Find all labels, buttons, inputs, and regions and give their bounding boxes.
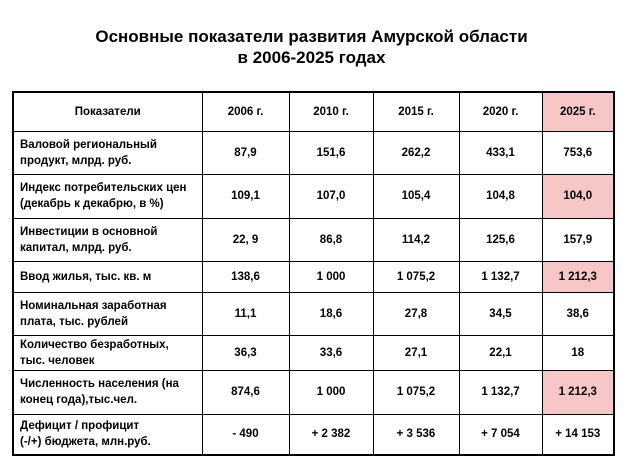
row-label bbox=[13, 218, 202, 261]
row-label bbox=[13, 370, 202, 414]
row-label-line: (декабрь к декабрю, в %) bbox=[20, 198, 164, 210]
column-header-year: 2020 г. bbox=[459, 92, 542, 131]
value-cell: 104,8 bbox=[459, 174, 542, 218]
value-cell: 1 212,3 bbox=[542, 261, 614, 292]
value-cell: 262,2 bbox=[373, 131, 459, 174]
value-cell: 107,0 bbox=[289, 174, 373, 218]
value-cell: 151,6 bbox=[289, 131, 373, 174]
value-cell: 34,5 bbox=[459, 292, 542, 335]
value-cell: 33,6 bbox=[289, 335, 373, 370]
table-row bbox=[13, 218, 614, 261]
value-cell: 27,1 bbox=[373, 335, 459, 370]
value-cell: 105,4 bbox=[373, 174, 459, 218]
column-header-indicator: Показатели bbox=[13, 92, 202, 131]
row-label-line: продукт, млрд. руб. bbox=[20, 154, 132, 167]
row-label-line: Численность населения (на bbox=[20, 378, 179, 390]
value-cell: 87,9 bbox=[202, 131, 289, 174]
value-cell: 1 000 bbox=[289, 261, 373, 292]
row-label bbox=[13, 131, 202, 174]
value-cell: + 14 153 bbox=[542, 414, 614, 455]
row-label-line: Дефицит / профицит bbox=[20, 420, 140, 433]
value-cell: 1 132,7 bbox=[459, 261, 542, 292]
value-cell: 433,1 bbox=[459, 131, 542, 174]
value-cell: 27,8 bbox=[373, 292, 459, 335]
row-label-line: плата, тыс. рублей bbox=[20, 315, 129, 328]
value-cell: + 7 054 bbox=[459, 414, 542, 455]
value-cell: 36,3 bbox=[202, 335, 289, 370]
value-cell: 1 075,2 bbox=[373, 370, 459, 414]
row-label-line: Валовой региональный bbox=[20, 138, 157, 151]
table-row bbox=[13, 335, 614, 370]
row-label-line: Индекс потребительских цен bbox=[20, 182, 187, 194]
value-cell: 138,6 bbox=[202, 261, 289, 292]
row-label-line: тыс. человек bbox=[20, 354, 95, 367]
row-label bbox=[13, 261, 202, 292]
value-cell: 874,6 bbox=[202, 370, 289, 414]
indicators-table bbox=[12, 91, 615, 456]
page-title bbox=[0, 26, 623, 68]
row-label-line: (-/+) бюджета, млн.руб. bbox=[20, 436, 151, 449]
value-cell: 86,8 bbox=[289, 218, 373, 261]
table-row bbox=[13, 414, 614, 455]
value-cell: 1 000 bbox=[289, 370, 373, 414]
value-cell: 125,6 bbox=[459, 218, 542, 261]
value-cell: + 2 382 bbox=[289, 414, 373, 455]
value-cell: 22, 9 bbox=[202, 218, 289, 261]
value-cell: 109,1 bbox=[202, 174, 289, 218]
value-cell: 18 bbox=[542, 335, 614, 370]
table-row bbox=[13, 370, 614, 414]
value-cell: 104,0 bbox=[542, 174, 614, 218]
row-label-line: Инвестиции в основной bbox=[20, 225, 158, 238]
row-label-line: Номинальная заработная bbox=[20, 299, 167, 312]
row-label-line: Ввод жилья, тыс. кв. м bbox=[20, 270, 152, 283]
value-cell: 1 075,2 bbox=[373, 261, 459, 292]
row-label-line: Количество безработных, bbox=[20, 338, 169, 351]
table-row bbox=[13, 261, 614, 292]
value-cell: 18,6 bbox=[289, 292, 373, 335]
table-row bbox=[13, 131, 614, 174]
table-row bbox=[13, 292, 614, 335]
row-label bbox=[13, 292, 202, 335]
row-label bbox=[13, 414, 202, 455]
value-cell: 1 212,3 bbox=[542, 370, 614, 414]
value-cell: 38,6 bbox=[542, 292, 614, 335]
value-cell: + 3 536 bbox=[373, 414, 459, 455]
title-line-2: в 2006-2025 годах bbox=[237, 48, 386, 67]
row-label-line: конец года),тыс.чел. bbox=[20, 394, 138, 406]
value-cell: 1 132,7 bbox=[459, 370, 542, 414]
value-cell: 114,2 bbox=[373, 218, 459, 261]
column-header-year: 2025 г. bbox=[542, 92, 614, 131]
table-header-row bbox=[13, 92, 614, 131]
title-line-1: Основные показатели развития Амурской области bbox=[95, 27, 528, 46]
value-cell: - 490 bbox=[202, 414, 289, 455]
column-header-year: 2006 г. bbox=[202, 92, 289, 131]
column-header-year: 2015 г. bbox=[373, 92, 459, 131]
value-cell: 22,1 bbox=[459, 335, 542, 370]
column-header-year: 2010 г. bbox=[289, 92, 373, 131]
value-cell: 157,9 bbox=[542, 218, 614, 261]
row-label bbox=[13, 174, 202, 218]
value-cell: 753,6 bbox=[542, 131, 614, 174]
row-label bbox=[13, 335, 202, 370]
table-row bbox=[13, 174, 614, 218]
value-cell: 11,1 bbox=[202, 292, 289, 335]
row-label-line: капитал, млрд. руб. bbox=[20, 241, 132, 254]
